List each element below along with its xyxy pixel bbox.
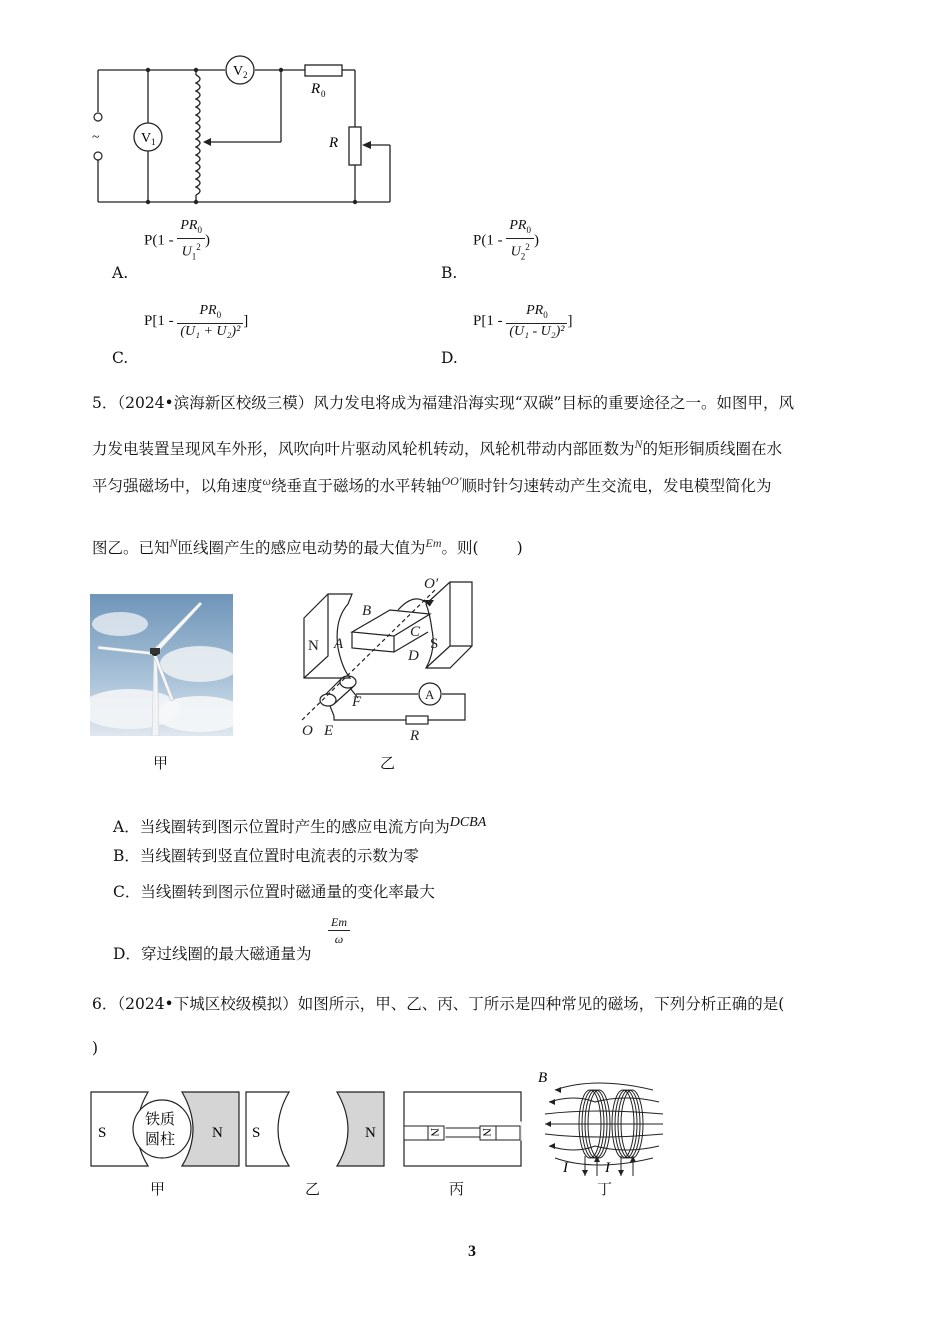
- label-n: N: [308, 638, 319, 654]
- r0-sub: 0: [321, 89, 326, 99]
- option-c-num: PR: [199, 303, 217, 318]
- label-a: A: [334, 636, 344, 652]
- magnet-fig-jia: [90, 1090, 240, 1170]
- q5-option-c-text: 当线圈转到图示位置时磁通量的变化率最大: [140, 883, 435, 901]
- q5-var-omega: ω: [262, 474, 271, 488]
- jia-n: N: [212, 1125, 223, 1141]
- yi-s: S: [252, 1125, 261, 1141]
- option-b-den: U: [510, 244, 521, 260]
- q5-option-b-label: B．: [113, 847, 140, 865]
- option-c-num-sub: 0: [216, 309, 222, 320]
- fig-caption-jia: 甲: [153, 754, 169, 772]
- option-d-den: (U₁ - U₂)²: [509, 323, 565, 339]
- r-label: R: [329, 135, 339, 151]
- option-a-den: U: [181, 244, 192, 260]
- magnet-fig-ding: [535, 1068, 670, 1180]
- q5-line-1: 5．（2024•滨海新区校级三模）风力发电将成为福建沿海实现“双碳”目标的重要途径之一。如图甲，风: [92, 394, 795, 412]
- q5-line-4c: 。则(: [441, 539, 479, 558]
- q5-line-3a: 平匀强磁场中，以角速度: [92, 477, 263, 496]
- q5-option-d-frac-num: Em: [328, 914, 350, 931]
- q5-option-a[interactable]: [113, 812, 486, 838]
- option-b-suffix: ): [533, 232, 539, 249]
- option-c-prefix: P[1 -: [144, 312, 174, 329]
- q5-line-3b: 绕垂直于磁场的水平转轴: [271, 477, 442, 496]
- q5-line-2b: 的矩形铜质线圈在水: [642, 440, 783, 459]
- q5-option-c-label: C．: [113, 883, 141, 901]
- resistor-r0: [305, 65, 342, 76]
- ding-b: B: [538, 1070, 548, 1086]
- q5-option-d-frac-den: ω: [334, 932, 344, 946]
- option-b-num-sub: 0: [526, 224, 531, 235]
- magnet-fig-yi: [245, 1090, 385, 1170]
- wind-turbine-photo: [90, 594, 233, 736]
- option-d-label: D.: [441, 349, 458, 367]
- label-o-prime: O′: [424, 576, 439, 592]
- option-d-suffix: ]: [567, 312, 573, 329]
- jia-core-1: 铁质: [145, 1112, 176, 1128]
- option-a-den-sup: 2: [196, 241, 201, 252]
- q5-var-em: Em: [425, 536, 442, 550]
- q5-var-axis: OO′: [441, 474, 462, 488]
- q6-caption-bing: 丙: [449, 1180, 465, 1198]
- q6-caption-ding: 丁: [597, 1180, 613, 1198]
- label-o: O: [302, 723, 313, 739]
- rheostat-r: [349, 127, 361, 165]
- q5-line-4b: 匝线圈产生的感应电动势的最大值为: [177, 539, 426, 558]
- v1-sub: 1: [151, 137, 156, 147]
- q5-option-a-label: A．: [113, 818, 140, 836]
- bing-n1: N: [428, 1128, 442, 1137]
- option-c-label: C.: [112, 349, 129, 367]
- fig-caption-yi: 乙: [380, 754, 396, 772]
- label-f: F: [352, 694, 362, 710]
- q5-line-4: [92, 532, 523, 559]
- q5-line-4d: ): [516, 539, 523, 558]
- option-b-label: B.: [441, 264, 458, 282]
- q6-caption-jia: 甲: [150, 1180, 166, 1198]
- q5-option-b-text: 当线圈转到竖直位置时电流表的示数为零: [139, 847, 419, 865]
- option-a-num: PR: [180, 218, 198, 233]
- q6-caption-yi: 乙: [305, 1180, 321, 1198]
- label-s: S: [430, 636, 439, 652]
- q5-option-a-var: DCBA: [449, 815, 487, 830]
- iron-cylinder: [133, 1100, 191, 1158]
- q5-option-d-text: 穿过线圈的最大磁通量为: [140, 945, 312, 963]
- q5-var-n2: N: [169, 536, 178, 550]
- q5-line-4a: 图乙。已知: [92, 539, 170, 558]
- option-d-num-sub: 0: [543, 309, 548, 320]
- q5-option-d-label: D．: [113, 945, 141, 963]
- q5-line-3: [92, 470, 772, 497]
- q5-option-d[interactable]: [113, 943, 311, 965]
- option-b-prefix: P(1 -: [473, 232, 503, 249]
- option-b-den-sub: 2: [520, 251, 526, 262]
- option-b-den-sup: 2: [525, 241, 530, 252]
- bing-n2: N: [480, 1128, 494, 1137]
- label-d: D: [408, 648, 419, 664]
- option-c-suffix: ]: [243, 312, 249, 329]
- generator-diagram: [290, 570, 480, 750]
- v2-label: V: [233, 64, 244, 79]
- q5-option-b[interactable]: [113, 845, 419, 867]
- label-r: R: [410, 728, 420, 744]
- magnet-fig-bing: [403, 1090, 523, 1170]
- option-b-num: PR: [509, 218, 527, 233]
- option-a-num-sub: 0: [197, 224, 202, 235]
- q5-line-3c: 顺时针匀速转动产生交流电，发电模型简化为: [461, 477, 772, 496]
- v1-label: V: [141, 131, 152, 146]
- yi-n: N: [365, 1125, 376, 1141]
- q6-line-2: ): [92, 1039, 99, 1057]
- q5-line-2: [92, 433, 782, 460]
- q4-circuit-diagram: [85, 55, 405, 215]
- label-ammeter: A: [425, 687, 435, 702]
- option-a-prefix: P(1 -: [144, 232, 174, 249]
- ding-i2: I: [605, 1160, 610, 1176]
- option-d-prefix: P[1 -: [473, 312, 503, 329]
- option-c-den: (U₁ + U₂)²: [180, 323, 241, 339]
- q5-option-a-text: 当线圈转到图示位置时产生的感应电流方向为: [139, 818, 450, 836]
- option-a-den-sub: 1: [191, 251, 197, 262]
- jia-core-2: 圆柱: [145, 1132, 176, 1148]
- r0-label: R: [311, 81, 321, 97]
- page-number: 3: [468, 1243, 476, 1260]
- q5-option-c[interactable]: [113, 881, 435, 903]
- option-d-num: PR: [526, 303, 544, 318]
- jia-s: S: [98, 1125, 107, 1141]
- q6-line-1: 6．（2024•下城区校级模拟）如图所示，甲、乙、丙、丁所示是四种常见的磁场，下列分析正确的是(: [92, 995, 785, 1013]
- option-a-label: A.: [112, 264, 129, 282]
- ac-source-symbol: ~: [92, 130, 100, 145]
- label-c: C: [410, 624, 421, 640]
- option-a-suffix: ): [204, 232, 210, 249]
- v2-sub: 2: [243, 70, 248, 80]
- ding-i1: I: [563, 1160, 568, 1176]
- label-e: E: [324, 723, 334, 739]
- q5-var-n: N: [634, 437, 643, 451]
- label-b: B: [362, 603, 372, 619]
- q5-line-2a: 力发电装置呈现风车外形，风吹向叶片驱动风轮机转动，风轮机带动内部匝数为: [92, 440, 635, 459]
- q5-option-d-fraction: [328, 914, 350, 947]
